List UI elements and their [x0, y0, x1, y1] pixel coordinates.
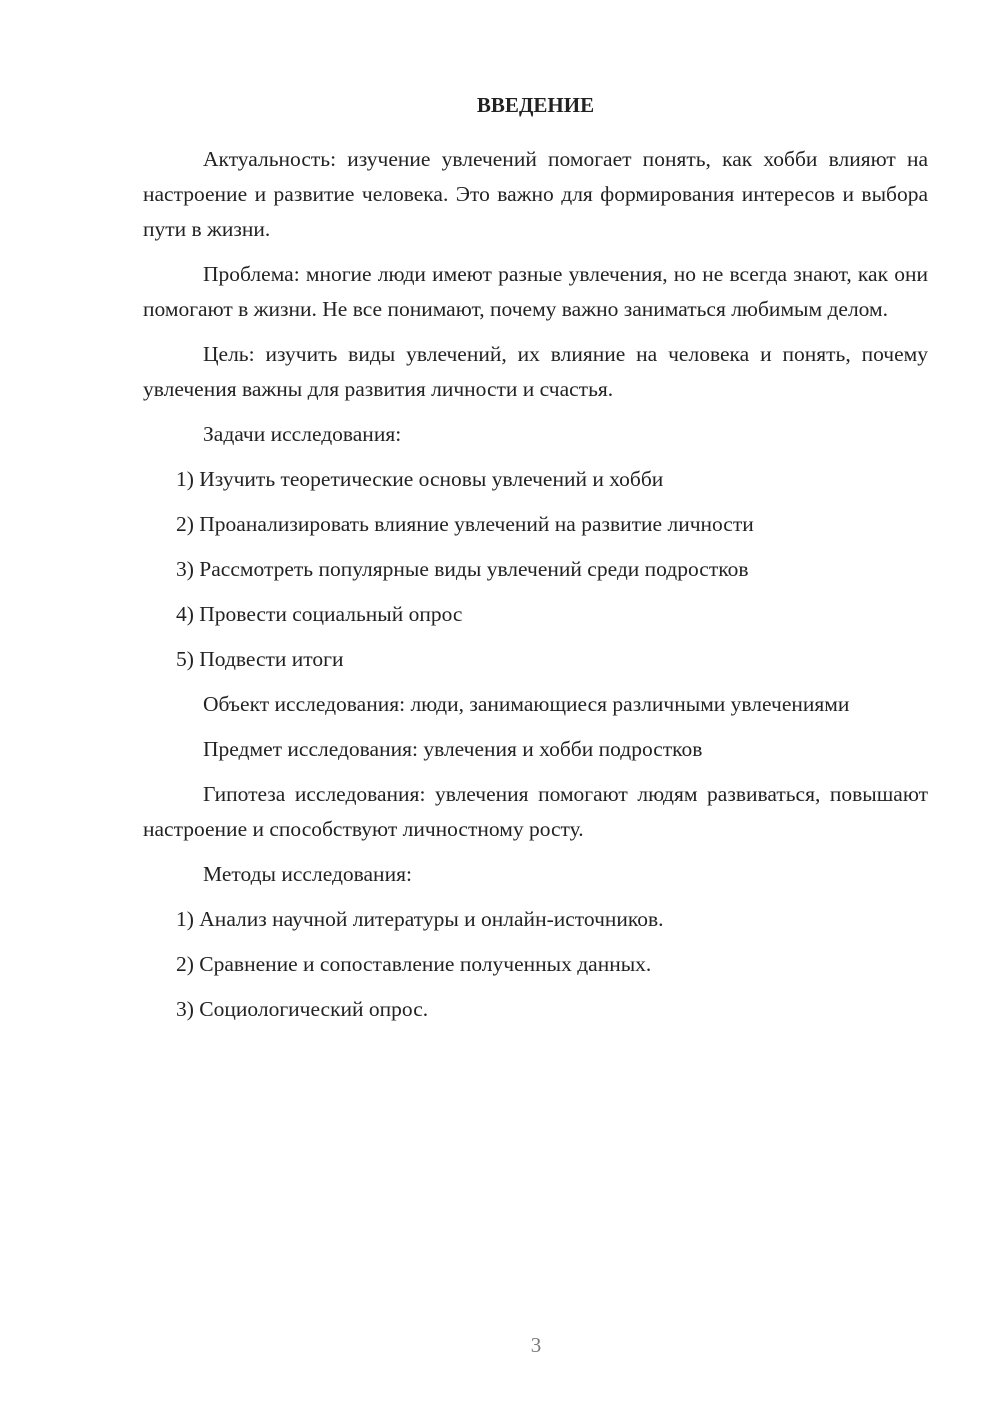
problem-paragraph: Проблема: многие люди имеют разные увлечения, но не всегда знают, как они помогают в жизни. Не все понимают, почему важно заниматься любимым делом.: [143, 262, 928, 321]
object-paragraph: Объект исследования: люди, занимающиеся различными увлечениями: [203, 692, 850, 716]
list-item: 5) Подвести итоги: [176, 647, 344, 671]
tasks-list: [143, 462, 928, 677]
document-page: [143, 90, 928, 1037]
list-item: 2) Сравнение и сопоставление полученных данных.: [176, 952, 652, 976]
tasks-heading: Задачи исследования:: [203, 422, 402, 446]
list-item: 1) Изучить теоретические основы увлечений и хобби: [176, 467, 664, 491]
page-title: ВВЕДЕНИЕ: [476, 93, 595, 117]
subject-paragraph: Предмет исследования: увлечения и хобби подростков: [203, 737, 703, 761]
page-number: 3: [530, 1333, 542, 1357]
list-item: 2) Проанализировать влияние увлечений на развитие личности: [176, 512, 754, 536]
relevance-paragraph: Актуальность: изучение увлечений помогает понять, как хобби влияют на настроение и развитие человека. Это важно для формирования интересов и выбора пути в жизни.: [143, 147, 928, 241]
hypothesis-paragraph: Гипотеза исследования: увлечения помогают людям развиваться, повышают настроение и способствуют личностному росту.: [143, 782, 928, 841]
goal-paragraph: Цель: изучить виды увлечений, их влияние на человека и понять, почему увлечения важны для развития личности и счастья.: [143, 342, 928, 401]
list-item: 4) Провести социальный опрос: [176, 602, 463, 626]
methods-list: [143, 902, 928, 1027]
list-item: 3) Социологический опрос.: [176, 997, 429, 1021]
list-item: 1) Анализ научной литературы и онлайн-источников.: [176, 907, 664, 931]
list-item: 3) Рассмотреть популярные виды увлечений среди подростков: [176, 557, 749, 581]
methods-heading: Методы исследования:: [203, 862, 412, 886]
